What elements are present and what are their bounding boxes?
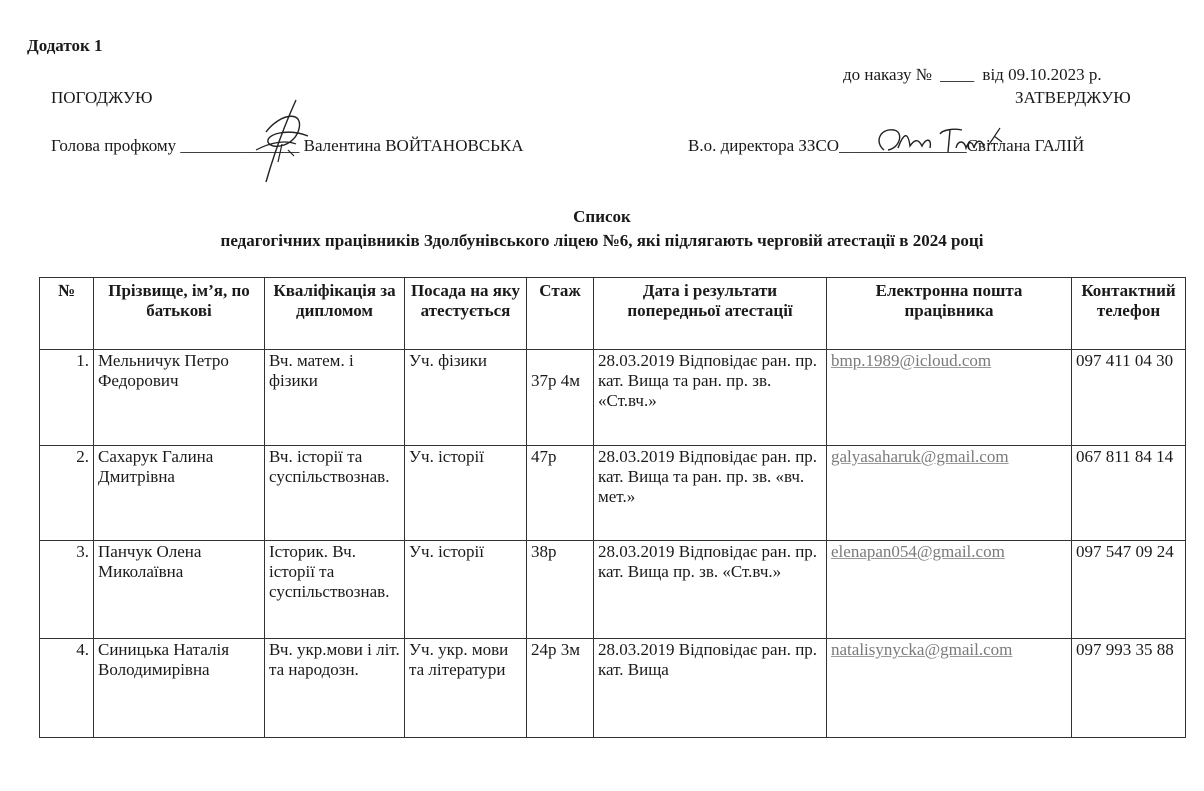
table-row	[40, 350, 1186, 446]
column-header-attestation: Дата і результати попередньої атестації	[594, 278, 827, 350]
row-number: 1.	[40, 350, 94, 446]
row-attestation: 28.03.2019 Відповідає ран. пр. кат. Вища та ран. пр. зв. «Ст.вч.»	[594, 350, 827, 446]
left-signer-role: Голова профкому	[51, 136, 177, 155]
row-name: Синицька Наталія Володимирівна	[94, 639, 265, 738]
row-phone: 097 993 35 88	[1072, 639, 1186, 738]
row-name: Мельничук Петро Федорович	[94, 350, 265, 446]
order-reference	[843, 65, 1102, 85]
table-row	[40, 639, 1186, 738]
right-signer-name: Світлана ГАЛІЙ	[966, 136, 1085, 155]
column-header-email: Електронна пошта працівника	[827, 278, 1072, 350]
column-header-number: №	[40, 278, 94, 350]
row-phone: 097 411 04 30	[1072, 350, 1186, 446]
row-name: Панчук Олена Миколаївна	[94, 541, 265, 639]
table-row	[40, 541, 1186, 639]
row-phone: 097 547 09 24	[1072, 541, 1186, 639]
row-qualification: Вч. матем. і фізики	[265, 350, 405, 446]
row-position: Уч. фізики	[405, 350, 527, 446]
row-position: Уч. історії	[405, 541, 527, 639]
order-date: від 09.10.2023 р.	[982, 65, 1102, 84]
row-number: 2.	[40, 446, 94, 541]
attestation-table	[39, 277, 1186, 738]
row-position: Уч. історії	[405, 446, 527, 541]
table-header-row	[40, 278, 1186, 350]
document-title: Список	[573, 207, 631, 226]
column-header-phone: Контактний телефон	[1072, 278, 1186, 350]
right-signature-line: _______________	[839, 136, 967, 155]
row-stazh: 24р 3м	[527, 639, 594, 738]
table-row	[40, 446, 1186, 541]
row-email-link[interactable]: galyasaharuk@gmail.com	[827, 446, 1072, 541]
row-stazh: 37р 4м	[527, 350, 594, 446]
order-number-blank: ____	[940, 65, 975, 84]
row-attestation: 28.03.2019 Відповідає ран. пр. кат. Вища пр. зв. «Ст.вч.»	[594, 541, 827, 639]
right-signer-role: В.о. директора ЗЗСО	[688, 136, 840, 155]
row-stazh: 47р	[527, 446, 594, 541]
left-handwritten-signature	[236, 92, 326, 192]
row-position: Уч. укр. мови та літератури	[405, 639, 527, 738]
row-name: Сахарук Галина Дмитрівна	[94, 446, 265, 541]
row-email-link[interactable]: natalisynycka@gmail.com	[827, 639, 1072, 738]
column-header-stazh: Стаж	[527, 278, 594, 350]
row-qualification: Вч. укр.мови і літ. та народозн.	[265, 639, 405, 738]
column-header-position: Посада на яку атестується	[405, 278, 527, 350]
row-email-link[interactable]: elenapan054@gmail.com	[827, 541, 1072, 639]
approval-left-label: ПОГОДЖУЮ	[51, 88, 153, 107]
approval-right-label: ЗАТВЕРДЖУЮ	[1015, 88, 1131, 107]
row-stazh: 38р	[527, 541, 594, 639]
row-number: 3.	[40, 541, 94, 639]
column-header-qualification: Кваліфікація за дипломом	[265, 278, 405, 350]
row-number: 4.	[40, 639, 94, 738]
left-signature-line: ______________	[180, 136, 300, 155]
row-attestation: 28.03.2019 Відповідає ран. пр. кат. Вища та ран. пр. зв. «вч. мет.»	[594, 446, 827, 541]
document-subtitle: педагогічних працівників Здолбунівського ліцею №6, які підлягають черговій атестації в 2024 році	[220, 231, 984, 250]
row-qualification: Вч. історії та суспільствознав.	[265, 446, 405, 541]
row-attestation: 28.03.2019 Відповідає ран. пр. кат. Вища	[594, 639, 827, 738]
order-ref-label: до наказу №	[843, 65, 932, 84]
right-handwritten-signature	[870, 120, 1015, 160]
left-signer-name: Валентина ВОЙТАНОВСЬКА	[303, 136, 524, 155]
row-phone: 067 811 84 14	[1072, 446, 1186, 541]
column-header-name: Прізвище, ім’я, по батькові	[94, 278, 265, 350]
row-qualification: Історик. Вч. історії та суспільствознав.	[265, 541, 405, 639]
row-email-link[interactable]: bmp.1989@icloud.com	[827, 350, 1072, 446]
appendix-label: Додаток 1	[27, 36, 103, 55]
